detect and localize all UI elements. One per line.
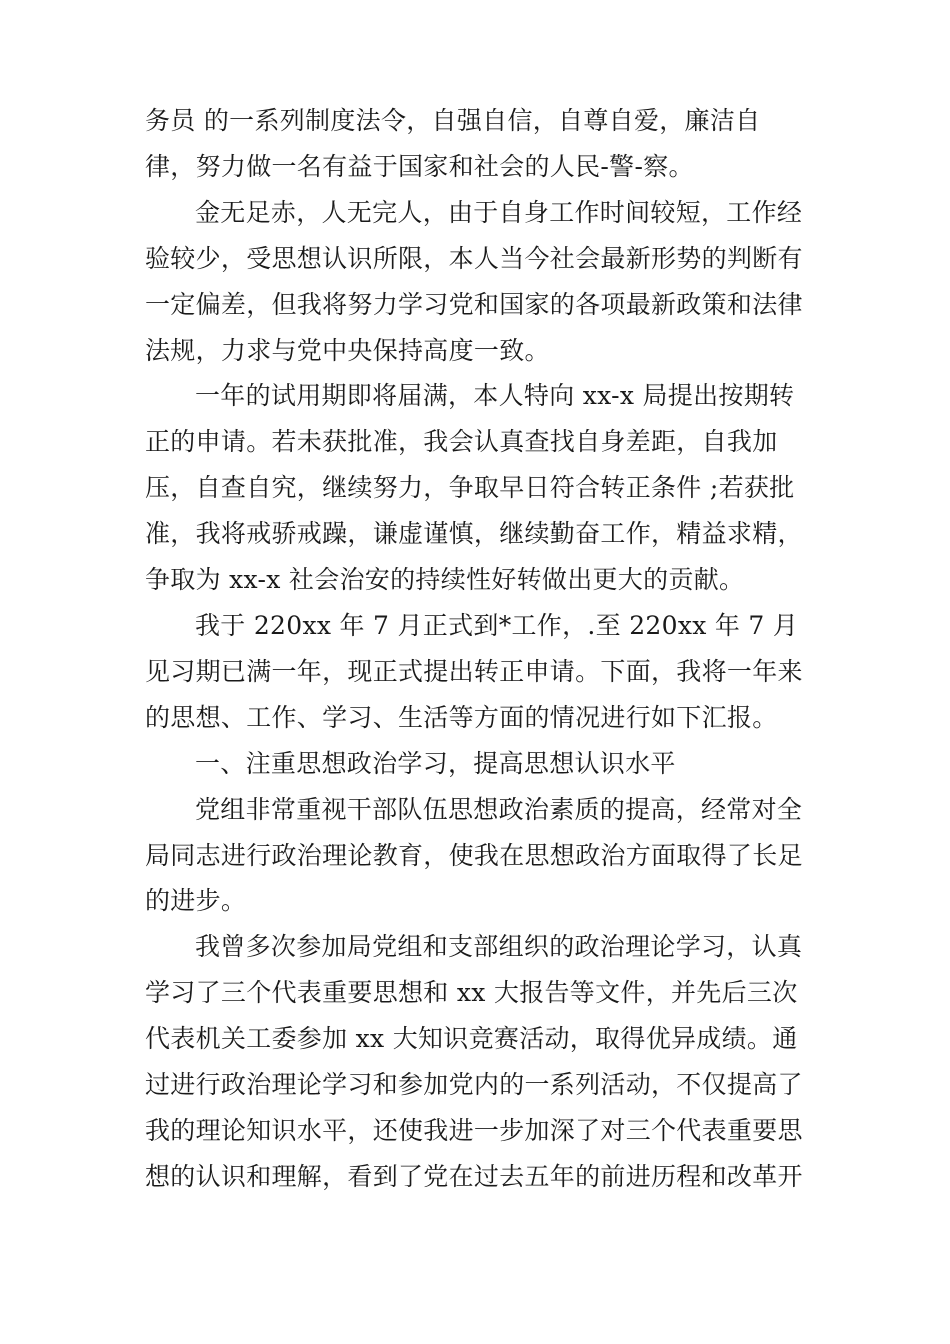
paragraph-party-education: 党组非常重视干部队伍思想政治素质的提高，经常对全局同志进行政治理论教育，使我在思想政治方面取得了长足的进步。 xyxy=(145,794,803,916)
section-heading: 一、注重思想政治学习，提高思想认识水平 xyxy=(195,748,676,778)
paragraph-application: 一年的试用期即将届满，本人特向 xx-x 局提出按期转正的申请。若未获批准，我会认真查找自身差距，自我加压，自查自究，继续努力，争取早日符合转正条件 ;若获批准，我将戒骄戒躁，谦虚谨慎，继续勤奋工作，精益求精，争取为 xx-x 社会治安的持续性好转做出更大的贡献。 xyxy=(145,381,803,595)
paragraph-continuation: 务员 的一系列制度法令，自强自信，自尊自爱，廉洁自律，努力做一名有益于国家和社会的人民-警-察。 xyxy=(145,106,761,181)
document-body xyxy=(145,98,810,1200)
paragraph-study-activities: 我曾多次参加局党组和支部组织的政治理论学习，认真学习了三个代表重要思想和 xx 大报告等文件，并先后三次代表机关工委参加 xx 大知识竞赛活动，取得优异成绩。通过进行政治理论学习和参加党内的一系列活动，不仅提高了我的理论知识水平，还使我进一步加深了对三个代表重要思想的认识和理解，看到了党在过去五年的前进历程和改革开 xyxy=(145,932,803,1191)
paragraph-self-assessment: 金无足赤，人无完人，由于自身工作时间较短，工作经验较少，受思想认识所限，本人当今社会最新形势的判断有一定偏差，但我将努力学习党和国家的各项最新政策和法律法规，力求与党中央保持高度一致。 xyxy=(145,197,803,365)
paragraph-intro: 我于 220xx 年 7 月正式到*工作，.至 220xx 年 7 月见习期已满一年，现正式提出转正申请。下面，我将一年来的思想、工作、学习、生活等方面的情况进行如下汇报。 xyxy=(145,610,803,732)
